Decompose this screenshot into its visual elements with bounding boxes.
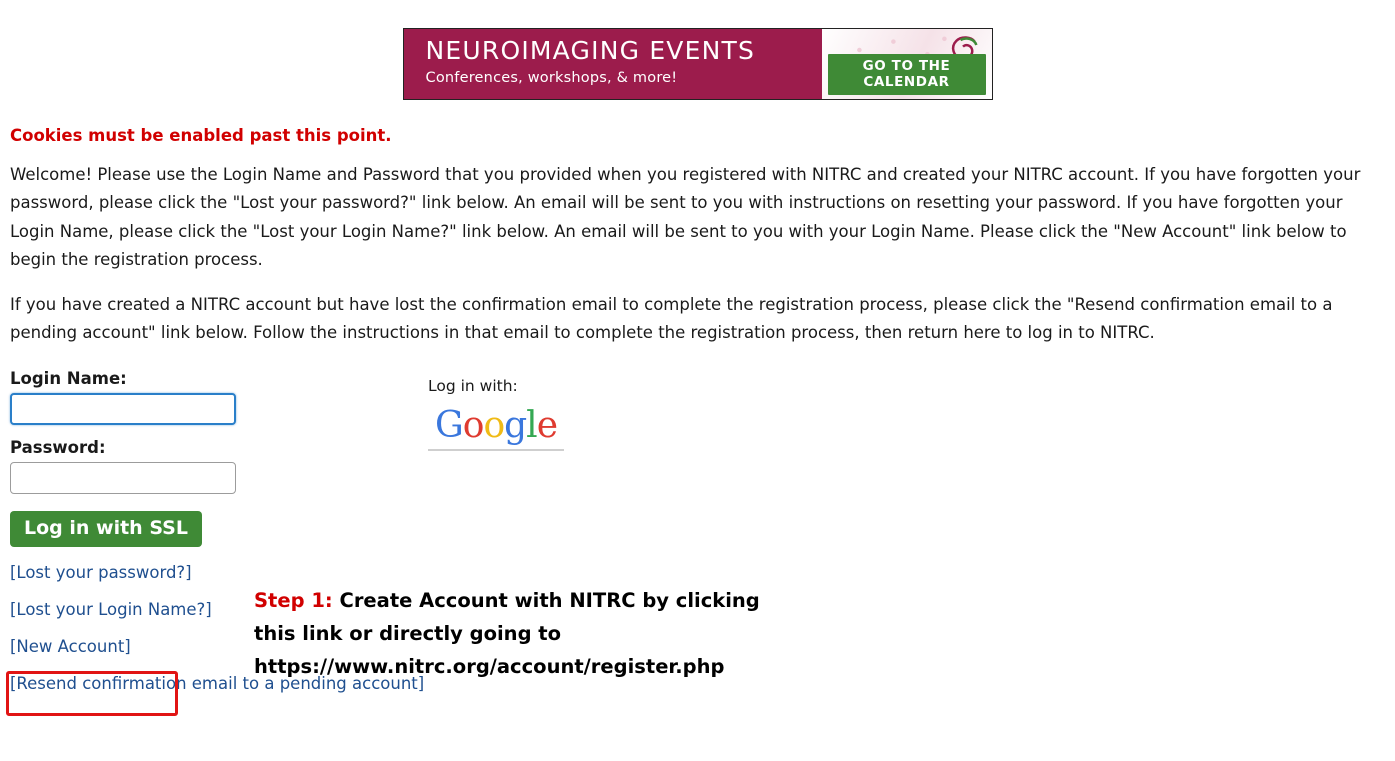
google-letter-o1: o — [462, 405, 484, 447]
login-with-ssl-button[interactable]: Log in with SSL — [10, 511, 202, 547]
google-letter-g2: g — [504, 405, 527, 447]
google-letter-g1: G — [434, 405, 463, 447]
google-letter-e: e — [536, 405, 557, 447]
cookie-warning-text: Cookies must be enabled past this point. — [10, 126, 392, 145]
log-in-with-label: Log in with: — [428, 377, 518, 396]
banner-title: NEUROIMAGING EVENTS — [425, 36, 756, 65]
intro-paragraph-1: Welcome! Please use the Login Name and Password that you provided when you registered with NITRC and created your NITRC account. If you have forgotten your password, please click the "Lost your password?" link below. An email will be sent to you with instructions on resetting your password. If you have forgotten your Login Name, please click the "Lost your Login Name?" link below. An email will be sent to you with your Login Name. Please click the "New Account" link below to begin the registration process. — [10, 165, 1361, 270]
lost-password-link[interactable]: [Lost your password?] — [10, 563, 192, 583]
google-login-button[interactable] — [428, 403, 564, 451]
banner-text-panel — [404, 29, 822, 99]
google-letter-l: l — [526, 405, 537, 447]
annotation-line-2: this link or directly going to — [254, 621, 562, 645]
banner-subtitle: Conferences, workshops, & more! — [425, 69, 678, 86]
banner-region — [0, 0, 1395, 100]
banner-graphic-panel — [822, 29, 992, 99]
google-letter-o2: o — [483, 405, 505, 447]
neuroimaging-events-banner[interactable] — [403, 28, 993, 100]
lost-login-name-link[interactable]: [Lost your Login Name?] — [10, 600, 212, 620]
new-account-link[interactable]: [New Account] — [10, 637, 131, 657]
annotation-line-3: https://www.nitrc.org/account/register.php — [254, 654, 725, 678]
oauth-login-block — [428, 377, 564, 451]
intro-paragraph-2: If you have created a NITRC account but have lost the confirmation email to complete the registration process, please click the "Resend confirmation email to a pending account" link below. Follow the instructions in that email to complete the registration process, then return here to log in to NITRC. — [10, 294, 1333, 342]
annotation-line-1: Create Account with NITRC by clicking — [332, 589, 760, 612]
resend-confirmation-link[interactable]: [Resend confirmation email to a pending account] — [10, 674, 425, 694]
step-label: Step 1: — [254, 589, 333, 612]
login-name-input[interactable] — [10, 393, 236, 425]
step-annotation — [254, 585, 760, 683]
password-input[interactable] — [10, 462, 236, 494]
banner-cta-button[interactable]: GO TO THE CALENDAR — [828, 54, 986, 95]
login-name-label: Login Name: — [10, 369, 127, 389]
password-label: Password: — [10, 438, 106, 458]
